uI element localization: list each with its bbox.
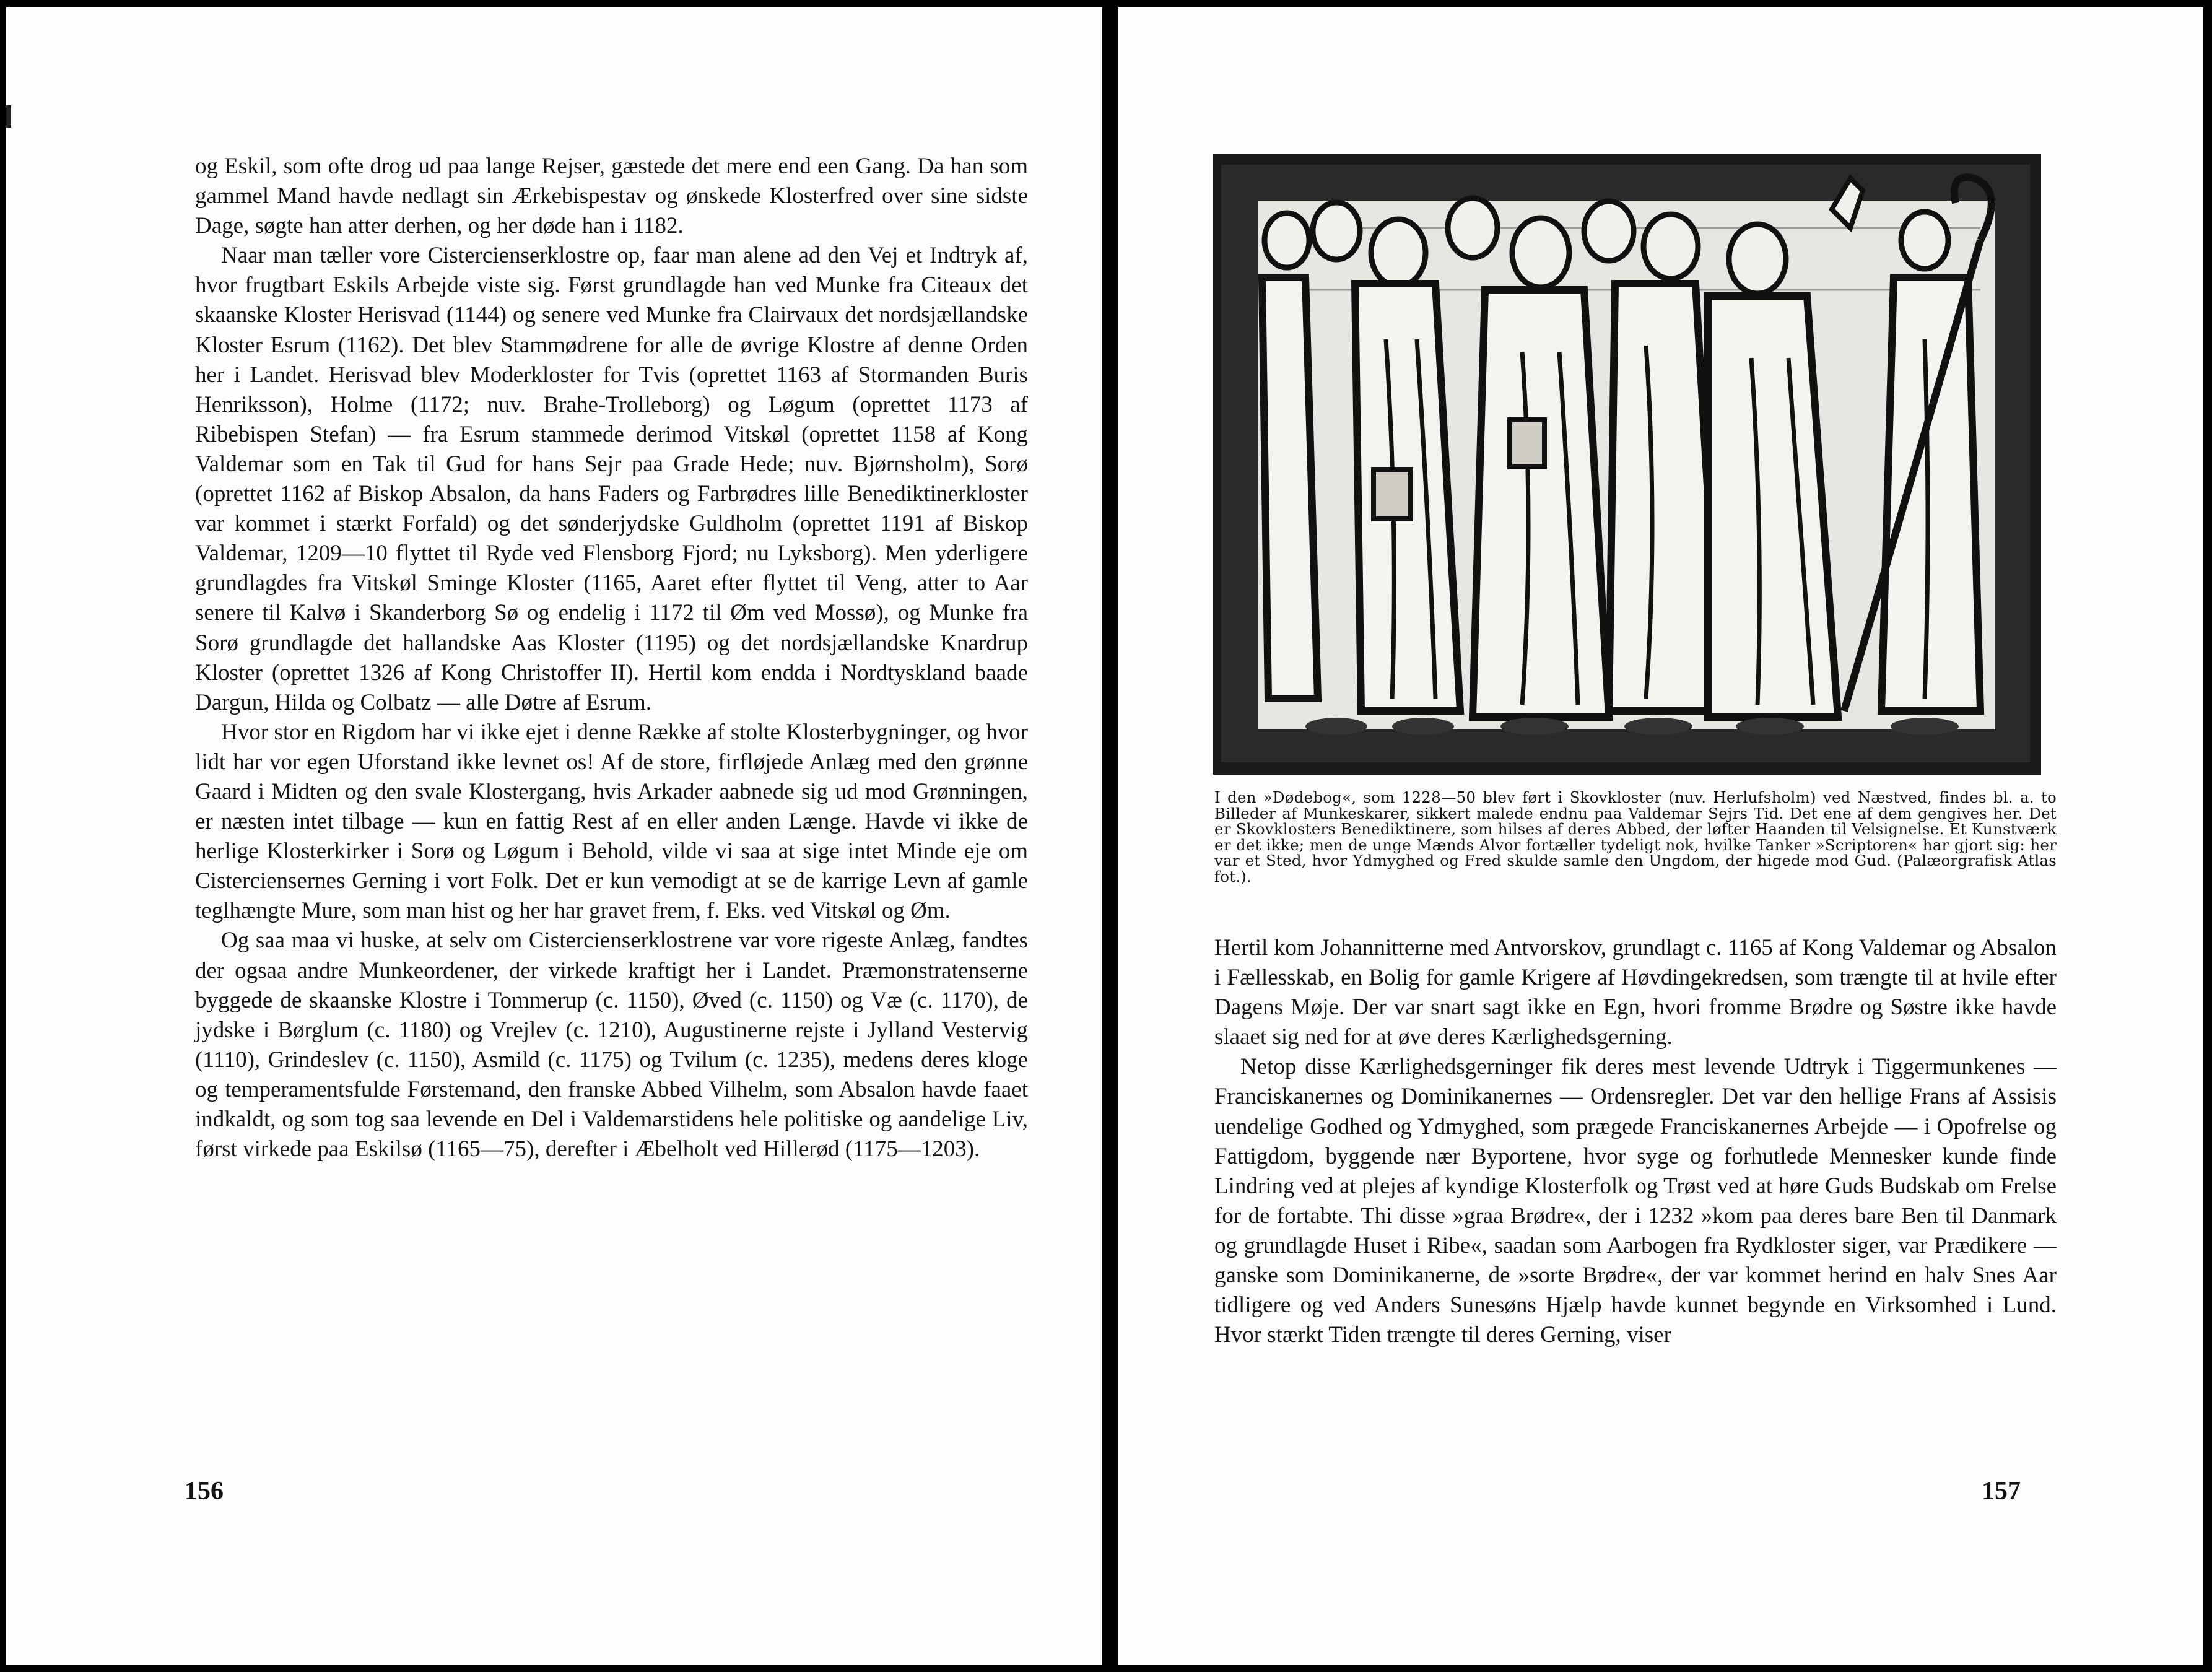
margin-mark: [6, 105, 11, 128]
monks-illustration: [1213, 154, 2041, 775]
paragraph: Hvor stor en Rigdom har vi ikke ejet i denne Række af stolte Klosterbygninger, og hvor lidt har vor egen Uforstand ikke levnet os! Af de store, firfløjede Anlæg med den grønne Gaard i Midten og den svale Klostergang, hvis Arkader aabnede sig ud mod Grønningen, er næsten intet tilbage — kun en fattig Rest af en eller anden Længe. Havde vi ikke de herlige Klosterkirker i Sorø og Løgum i Behold, vilde vi saa at sige intet Minde eje om Cisterciensernes Gerning i vort Folk. Det er kun vemodigt at se de karrige Levn af gamle teglhængte Mure, som man hist og her har gravet frem, f. Eks. ved Vitskøl og Øm.: [195, 719, 1028, 924]
paragraph: Og saa maa vi huske, at selv om Cistercienserklostrene var vore rigeste Anlæg, fandtes der ogsaa andre Munkeordener, der virkede kraftigt her i Landet. Præmonstratenserne byggede de skaanske Klostre i Tommerup (c. 1150), Øved (c. 1150) og Væ (c. 1170), de jydske i Børglum (c. 1180) og Vrejlev (c. 1210), Augustinerne rejste i Jylland Vestervig (1110), Grindeslev (c. 1150), Asmild (c. 1175) og Tvilum (c. 1235), medens deres kloge og temperamentsfulde Førstemand, den franske Abbed Vilhelm, som Absalon havde faaet indkaldt, og som tog saa levende en Del i Valdemarstidens hele politiske og aandelige Liv, først virkede paa Eskilsø (1165—75), derefter i Æbelholt ved Hillerød (1175—1203).: [195, 928, 1028, 1162]
page-number: 157: [1982, 1477, 2021, 1505]
paragraph: Naar man tæller vore Cistercienserklostre op, faar man alene ad den Vej et Indtryk af, hvor frugtbart Eskils Arbejde viste sig. Først grundlagde han ved Munke fra Citeaux det skaanske Kloster Herisvad (1144) og senere ved Munke fra Clairvaux det nordsjællandske Kloster Esrum (1162). Det blev Stammødrene for alle de øvrige Klostre af denne Orden her i Landet. Herisvad blev Moderkloster for Tvis (oprettet 1163 af Stormanden Buris Henriksson), Holme (1172; nuv. Brahe-Trolleborg) og Løgum (oprettet 1173 af Ribebispen Stefan) — fra Esrum stammede derimod Vitskøl (oprettet 1158 af Kong Valdemar som en Tak til Gud for hans Sejr paa Grade Hede; nuv. Bjørnsholm), Sorø (oprettet 1162 af Biskop Absalon, da hans Faders og Farbrødres lille Benediktinerkloster var kommet i stærkt Forfald) og det sønderjydske Guldholm (oprettet 1191 af Biskop Valdemar, 1209—10 flyttet til Ryde ved Flensborg Fjord; nu Lyksborg). Men yderligere grundlagdes fra Vitskøl Sminge Kloster (1165, Aaret efter flyttet til Veng, atter to Aar senere til Kalvø i Skanderborg Sø og endelig i 1172 til Øm ved Mossø), og Munke fra Sorø grundlagde det hallandske Aas Kloster (1195) og det nordsjællandske Knardrup Kloster (oprettet 1326 af Kong Christoffer II). Hertil kom endda i Nordtyskland baade Dargun, Hilda og Colbatz — alle Døtre af Esrum.: [195, 243, 1028, 715]
left-page: [6, 7, 1102, 1665]
page-number: 156: [185, 1477, 224, 1505]
figure-caption: I den »Dødebog«, som 1228—50 blev ført i Skovkloster (nuv. Herlufsholm) ved Næstved, findes bl. a. to Billeder af Munkeskarer, sikkert malede endnu paa Valdemar Sejrs Tid. Det ene af dem gengives her. Det er Skovklosters Benediktinere, som hilses af deres Abbed, der løfter Haanden til Velsignelse. Et Kunstværk er det ikke; men de unge Mænds Alvor fortæller tydeligt nok, hvilke Tanker »Scriptoren« har gjort sig: her var et Sted, hvor Ydmyghed og Fred skulde samle den Ungdom, der higede mod Gud. (Palæorgrafisk Atlas fot.).: [1214, 788, 2057, 886]
left-page-body: [195, 152, 1028, 1164]
paragraph: Hertil kom Johannitterne med Antvorskov, grundlagt c. 1165 af Kong Valdemar og Absalon i Fællesskab, en Bolig for gamle Krigere af Høvdingekredsen, som trængte til at hvile efter Dagens Møje. Der var snart sagt ikke en Egn, hvori fromme Brødre og Søstre ikke havde slaaet sig ned for at øve deres Kærlighedsgerning.: [1214, 935, 2057, 1050]
right-page: [1118, 7, 2203, 1665]
paragraph: Netop disse Kærlighedsgerninger fik deres mest levende Udtryk i Tiggermunkenes — Franciskanernes og Dominikanernes — Ordensregler. Det var den hellige Frans af Assisis uendelige Godhed og Ydmyghed, som prægede Franciskanernes Arbejde — i Opofrelse og Fattigdom, byggende nær Byportene, hvor syge og forhutlede Mennesker kunde finde Lindring ved at plejes af kyndige Klosterfolk og Trøst ved at høre Guds Budskab om Frelse for de fortabte. Thi disse »graa Brødre«, der i 1232 »kom paa deres bare Ben til Danmark og grundlagde Huset i Ribe«, saadan som Aarbogen fra Rydkloster siger, var Prædikere — ganske som Dominikanerne, de »sorte Brødre«, der var kommet herind en halv Snes Aar tidligere og ved Anders Sunesøns Hjælp havde kunnet begynde en Virksomhed i Lund. Hvor stærkt Tiden trængte til deres Gerning, viser: [1214, 1054, 2057, 1348]
right-page-body: [1214, 933, 2057, 1350]
paragraph: og Eskil, som ofte drog ud paa lange Rejser, gæstede det mere end een Gang. Da han som gammel Mand havde nedlagt sin Ærkebispestav og ønskede Klosterfred over sine sidste Dage, søgte han atter derhen, og her døde han i 1182.: [195, 154, 1028, 239]
